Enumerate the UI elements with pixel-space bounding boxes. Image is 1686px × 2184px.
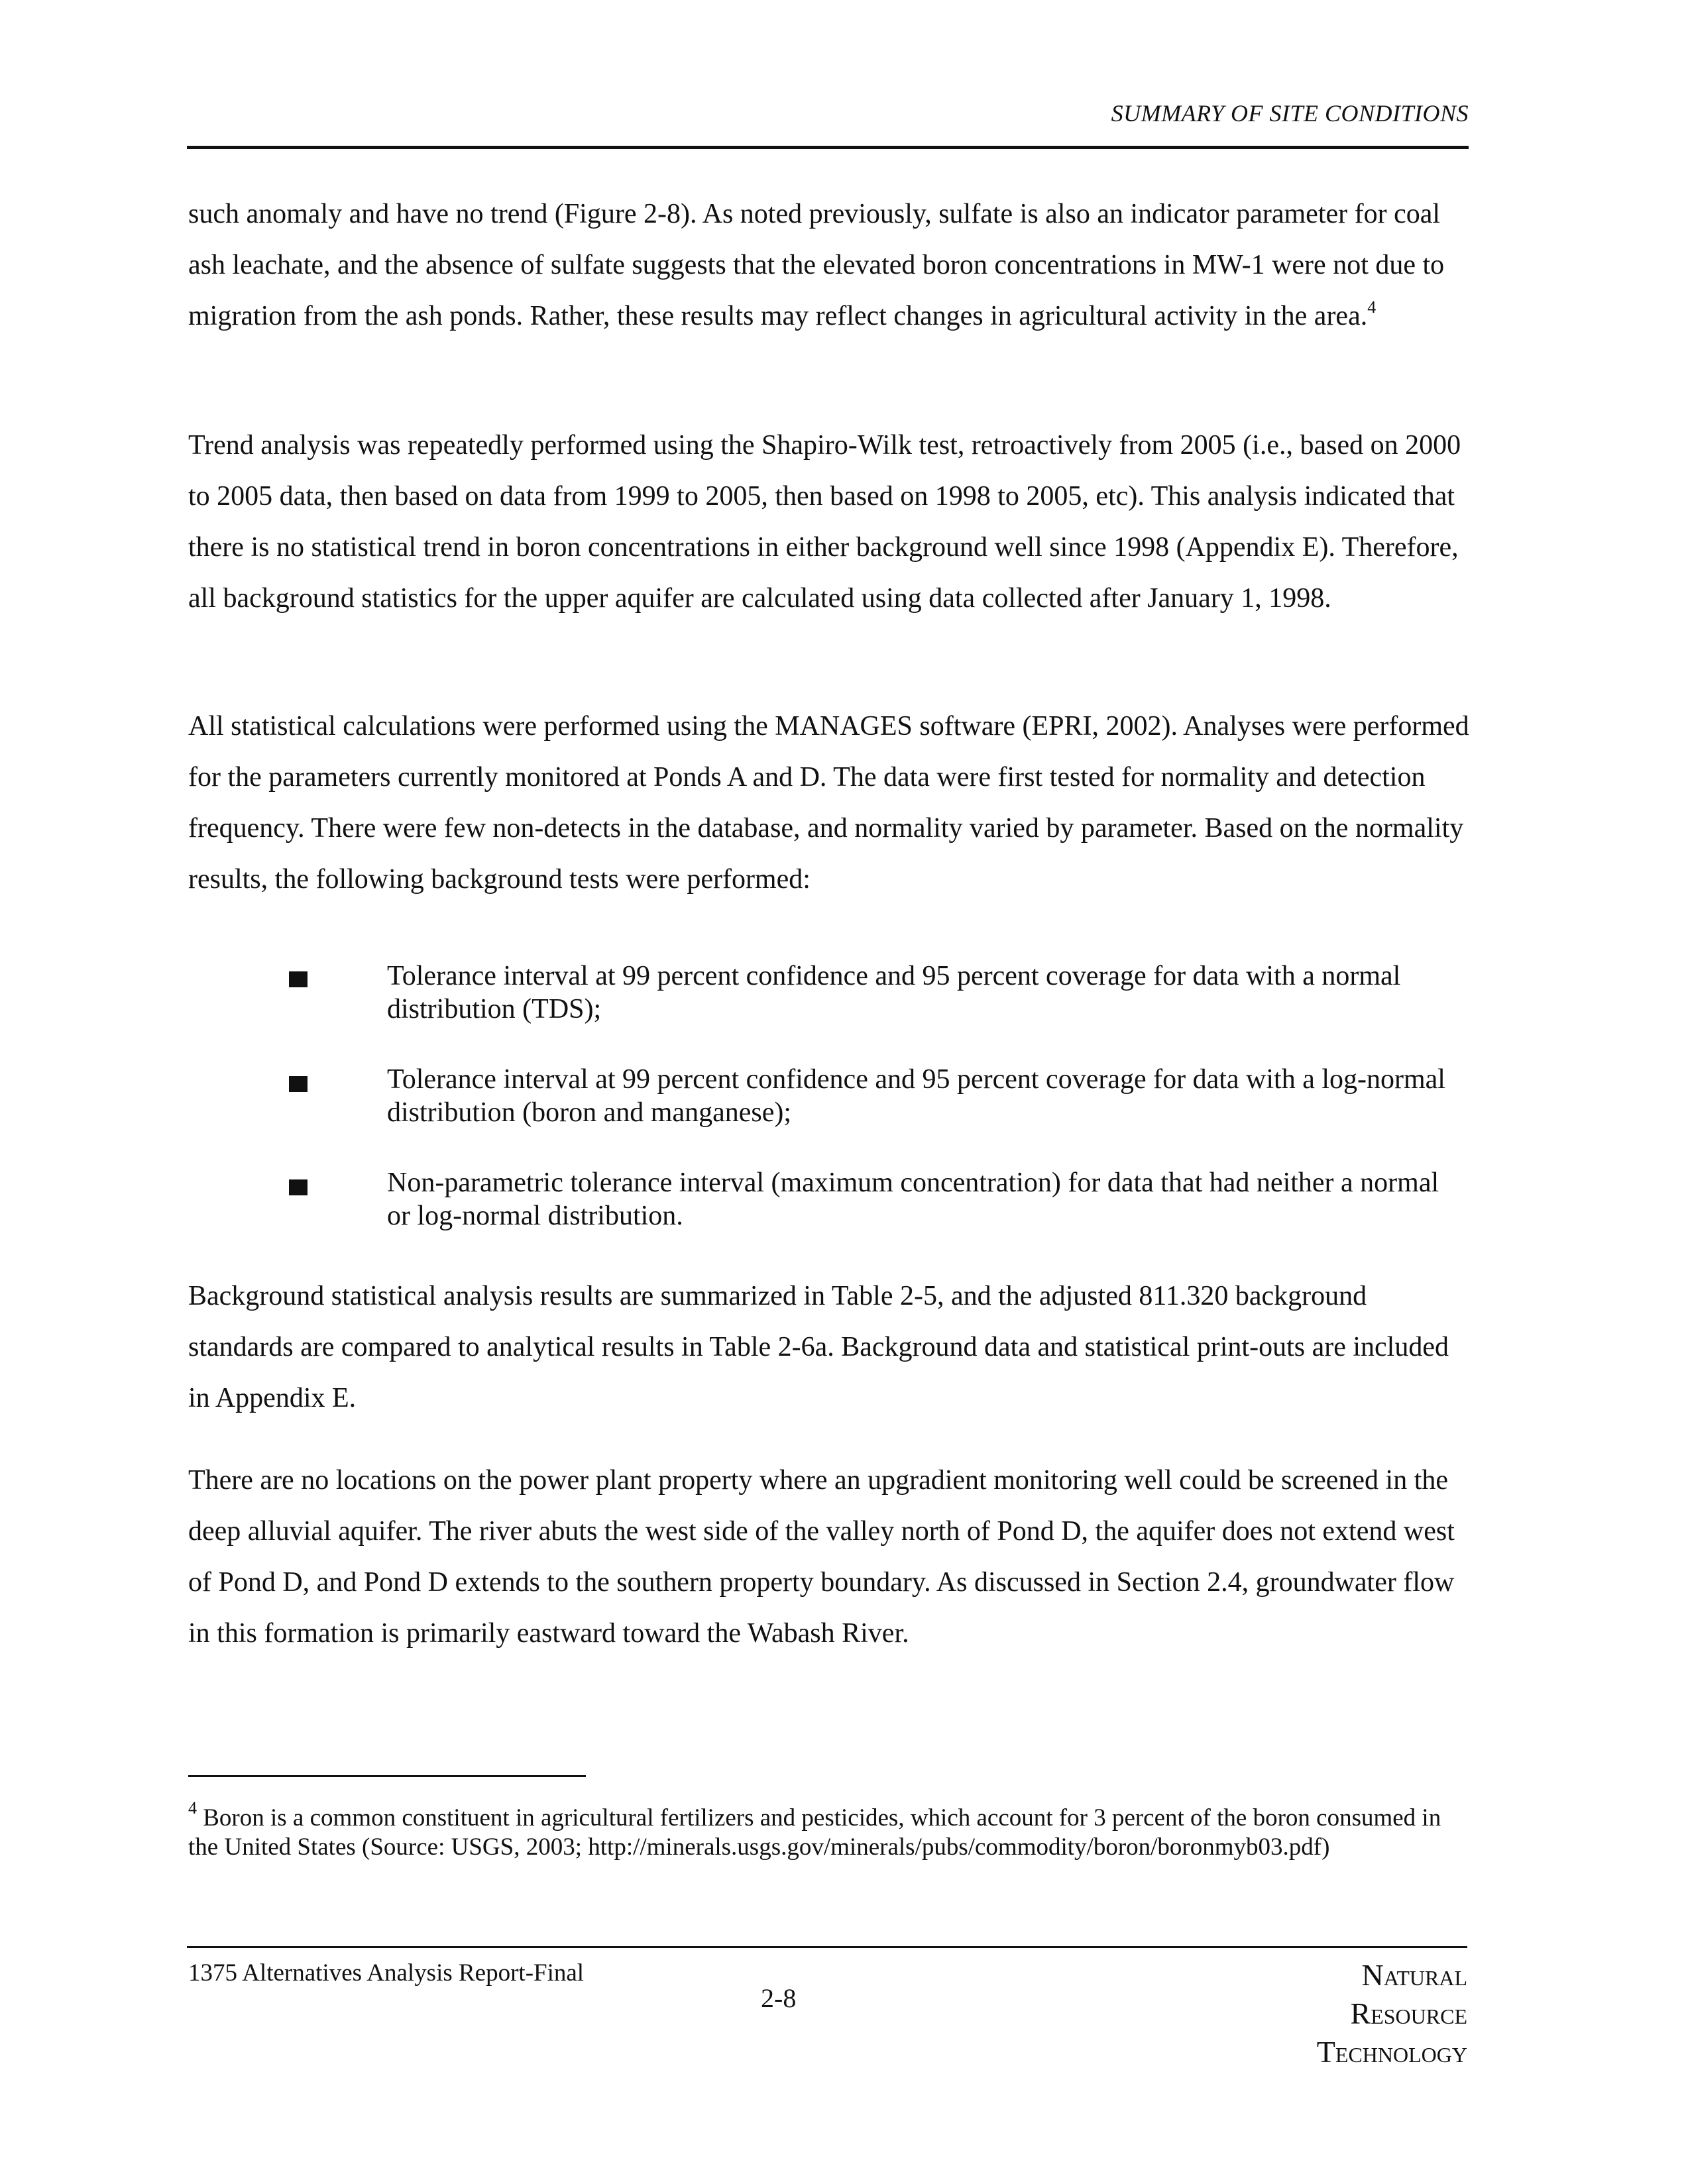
header-rule <box>187 146 1469 149</box>
bullet-marker-1 <box>289 971 308 987</box>
paragraph-5: There are no locations on the power plant property where an upgradient monitoring well could be screened in the deep alluvial aquifer. The river abuts the west side of the valley north of Pond D, the aquifer does not extend west of Pond D, and Pond D extends to the southern property boundary. As discussed in Section 2.4, groundwater flow in this formation is primarily eastward toward the Wabash River. <box>188 1465 1455 1649</box>
footnote-separator <box>188 1775 586 1777</box>
paragraph-2: Trend analysis was repeatedly performed using the Shapiro-Wilk test, retroactively from 2005 (i.e., based on 2000 to 2005 data, then based on data from 1999 to 2005, then based on 1998 to 2005, etc). This analysis indicated that there is no statistical trend in boron concentrations in either background well since 1998 (Appendix E). Therefore, all background statistics for the upper aquifer are calculated using data collected after January 1, 1998. <box>188 430 1461 614</box>
organization-name <box>1317 1956 1467 2071</box>
bullet-item-2: Tolerance interval at 99 percent confidence and 95 percent coverage for data with a log-normal distribution (boron and manganese); <box>387 1064 1445 1128</box>
bullet-item-1: Tolerance interval at 99 percent confidence and 95 percent coverage for data with a normal distribution (TDS); <box>387 961 1401 1024</box>
bullet-item-3: Non-parametric tolerance interval (maximum concentration) for data that had neither a normal or log-normal distribution. <box>387 1168 1439 1231</box>
paragraph-1 <box>188 189 1474 342</box>
org-line-1: Natural <box>1361 1958 1467 1992</box>
paragraph-3: All statistical calculations were performed using the MANAGES software (EPRI, 2002). Analyses were performed for the parameters currently monitored at Ponds A and D. The data were first tested for normality and detection frequency. There were few non-detects in the database, and normality varied by parameter. Based on the normality results, the following background tests were performed: <box>188 711 1469 895</box>
footnote <box>188 1798 1474 1862</box>
footnote-ref[interactable]: 4 <box>1367 298 1377 317</box>
report-name: 1375 Alternatives Analysis Report-Final <box>188 1959 585 1987</box>
page-number: 2-8 <box>761 1983 797 2013</box>
bullet-marker-2 <box>289 1076 308 1092</box>
bullet-marker-3 <box>289 1179 308 1195</box>
paragraph-4: Background statistical analysis results are summarized in Table 2-5, and the adjusted 811.320 background standards are compared to analytical results in Table 2-6a. Background data and statistical print-outs are included in Appendix E. <box>188 1281 1449 1413</box>
running-header: SUMMARY OF SITE CONDITIONS <box>1111 100 1469 127</box>
footer-rule <box>187 1946 1467 1948</box>
footnote-text: Boron is a common constituent in agricultural fertilizers and pesticides, which account for 3 percent of the boron consumed in the United States (Source: USGS, 2003; http://minerals.usgs.gov/minerals/pubs/commodity/boron/boronmyb03.pdf) <box>188 1804 1441 1861</box>
footnote-number: 4 <box>188 1798 197 1818</box>
org-line-2: Resource <box>1350 1996 1467 2030</box>
paragraph-1-text: such anomaly and have no trend (Figure 2-8). As noted previously, sulfate is also an indicator parameter for coal ash leachate, and the absence of sulfate suggests that the elevated boron concentrations in MW-1 were not due to migration from the ash ponds. Rather, these results may reflect changes in agricultural activity in the area. <box>188 199 1445 331</box>
org-line-3: Technology <box>1316 2035 1467 2069</box>
